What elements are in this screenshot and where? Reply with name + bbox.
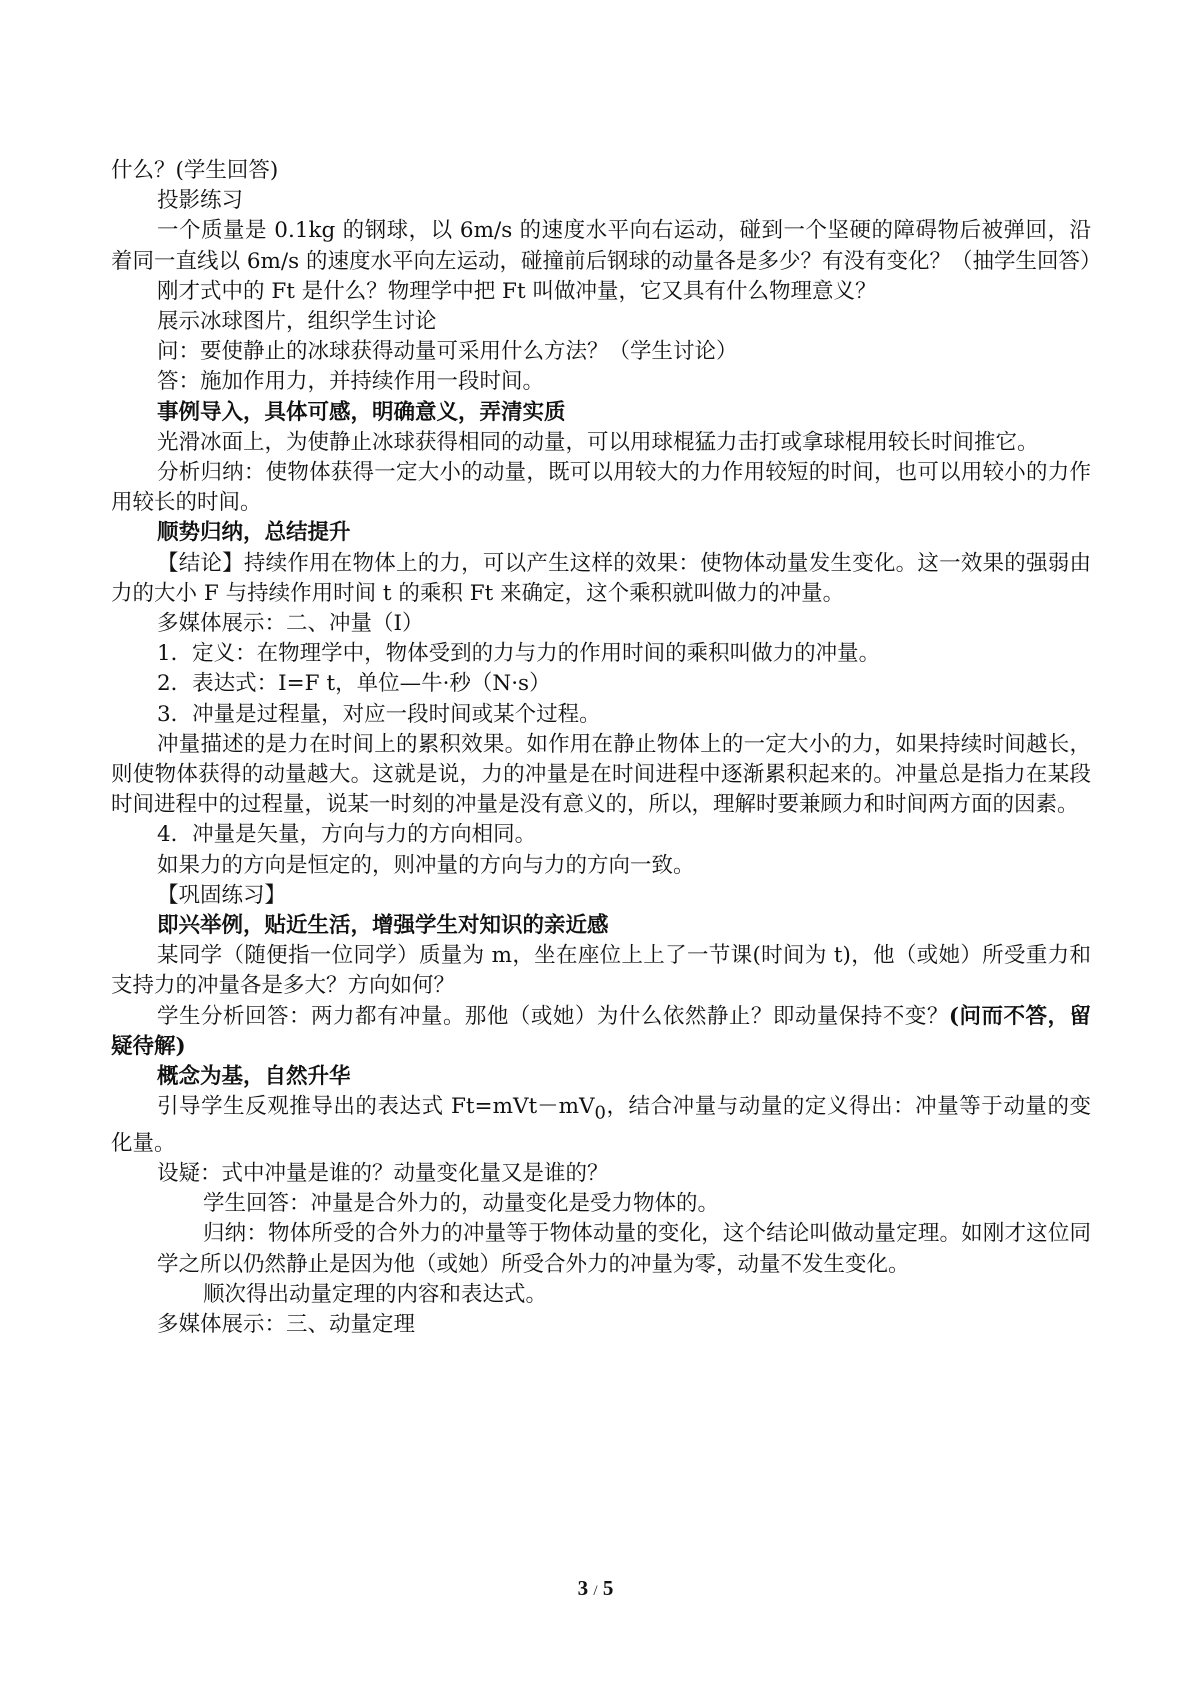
paragraph: 刚才式中的 Ft 是什么？物理学中把 Ft 叫做冲量，它又具有什么物理意义？ (157, 278, 877, 304)
paragraph: 设疑：式中冲量是谁的？动量变化量又是谁的？ (157, 1161, 609, 1186)
bold-note: (问而不答，留疑待解) (111, 1003, 1091, 1059)
paragraph (111, 1002, 1091, 1062)
paragraph: 什么？(学生回答) (111, 158, 279, 183)
section-heading: 即兴举例，贴近生活，增强学生对知识的亲近感 (157, 913, 609, 939)
section-heading: 事例导入，具体可感，明确意义，弄清实质 (157, 399, 566, 425)
paragraph: 投影练习 (157, 188, 244, 214)
paragraph: 冲量描述的是力在时间上的累积效果。如作用在静止物体上的一定大小的力，如果持续时间越长，则使物体获得的动量越大。这就是说，力的冲量是在时间进程中逐渐累积起来的。冲量总是指力在某段时间进程中的过程量，说某一时刻的冲量是没有意义的，所以，理解时要兼顾力和时间两方面的因素。 (111, 731, 1091, 818)
page-separator: / (593, 1583, 598, 1599)
paragraph: 多媒体展示：三、动量定理 (157, 1312, 416, 1338)
paragraph: 分析归纳：使物体获得一定大小的动量，既可以用较大的力作用较短的时间，也可以用较小的力作用较长的时间。 (111, 460, 1091, 516)
paragraph-text: ，结合冲量与动量的定义得出：冲量等于动量的变化量。 (111, 1094, 1091, 1156)
paragraph: 某同学（随便指一位同学）质量为 m，坐在座位上上了一节课(时间为 t)，他（或她）所受重力和支持力的冲量各是多大？方向如何？ (111, 943, 1091, 999)
paragraph: 【结论】持续作用在物体上的力，可以产生这样的效果：使物体动量发生变化。这一效果的强弱由力的大小 F 与持续作用时间 t 的乘积 Ft 来确定，这个乘积就叫做力的冲量。 (111, 550, 1091, 606)
list-item: 4．冲量是矢量，方向与力的方向相同。 (157, 822, 537, 848)
paragraph: 多媒体展示：二、冲量（I） (157, 611, 424, 637)
list-item: 2．表达式：I=F t，单位—牛·秒（N·s） (157, 671, 551, 697)
paragraph (111, 1092, 1091, 1159)
list-item: 3．冲量是过程量，对应一段时间或某个过程。 (157, 701, 601, 727)
paragraph: 如果力的方向是恒定的，则冲量的方向与力的方向一致。 (157, 852, 695, 878)
paragraph: 【巩固练习】 (157, 882, 287, 908)
section-heading: 顺势归纳，总结提升 (157, 520, 351, 546)
section-heading: 概念为基，自然升华 (157, 1064, 351, 1090)
page-current: 3 (577, 1576, 589, 1600)
paragraph: 问：要使静止的冰球获得动量可采用什么方法？（学生讨论） (157, 339, 738, 365)
paragraph-text: 学生分析回答：两力都有冲量。那他（或她）为什么依然静止？即动量保持不变？ (157, 1003, 949, 1029)
page-number (0, 1576, 1191, 1601)
list-item: 1．定义：在物理学中，物体受到的力与力的作用时间的乘积叫做力的冲量。 (157, 641, 881, 667)
paragraph: 一个质量是 0.1kg 的钢球，以 6m/s 的速度水平向右运动，碰到一个坚硬的障碍物后被弹回，沿着同一直线以 6m/s 的速度水平向左运动，碰撞前后钢球的动量各是多少？有没有变化？（抽学生回答） (111, 218, 1102, 274)
paragraph: 学生回答：冲量是合外力的，动量变化是受力物体的。 (203, 1191, 720, 1217)
subscript: 0 (594, 1102, 606, 1124)
paragraph-text: 引导学生反观推导出的表达式 Ft=mVt－mV (157, 1094, 595, 1120)
paragraph: 展示冰球图片，组织学生讨论 (157, 309, 437, 335)
paragraph: 光滑冰面上，为使静止冰球获得相同的动量，可以用球棍猛力击打或拿球棍用较长时间推它。 (157, 429, 1039, 455)
page-total: 5 (602, 1576, 614, 1600)
paragraph: 答：施加作用力，并持续作用一段时间。 (157, 369, 545, 395)
document-body (111, 156, 1102, 1340)
paragraph: 顺次得出动量定理的内容和表达式。 (203, 1281, 548, 1307)
paragraph: 归纳：物体所受的合外力的冲量等于物体动量的变化，这个结论叫做动量定理。如刚才这位同学之所以仍然静止是因为他（或她）所受合外力的冲量为零，动量不发生变化。 (157, 1221, 1091, 1277)
